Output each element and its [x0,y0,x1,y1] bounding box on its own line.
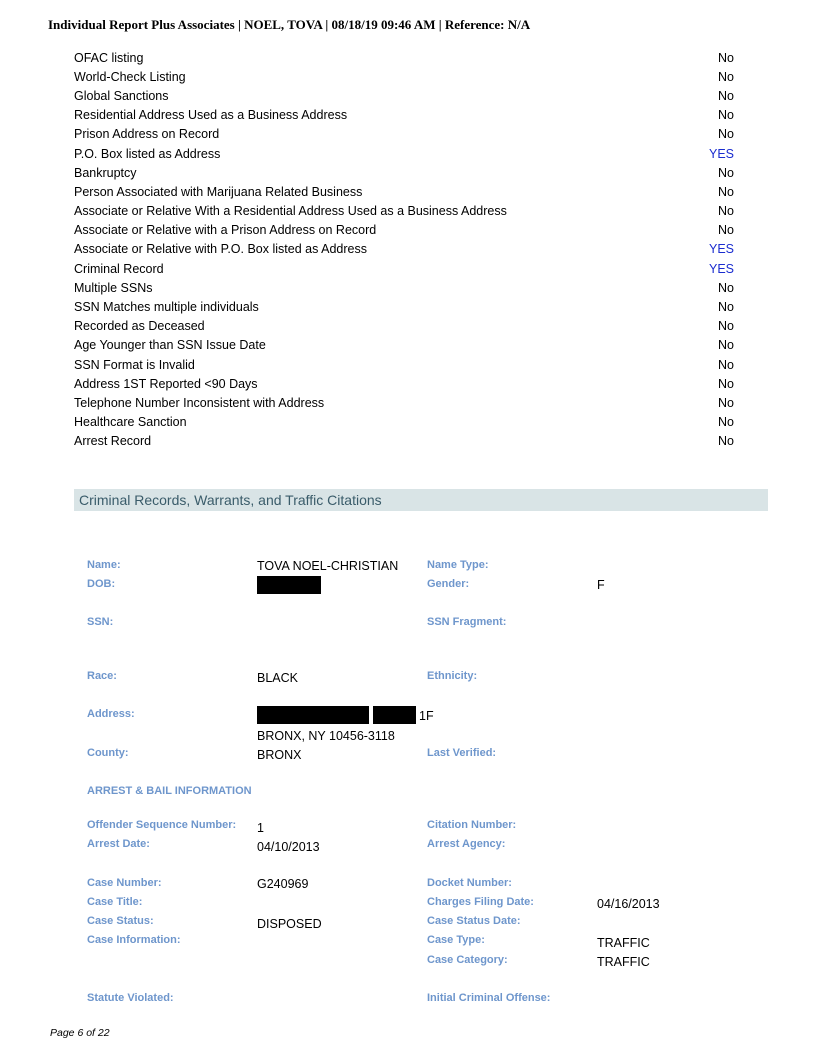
flag-value: No [718,395,734,410]
flag-value: No [718,88,734,103]
flag-value: No [718,223,734,238]
arrest-date-value: 04/10/2013 [257,840,320,854]
flag-label: SSN Format is Invalid [74,357,195,372]
section-criminal-records [74,489,768,511]
flag-row [74,125,734,144]
flag-value: No [718,319,734,334]
offender-sequence-label: Offender Sequence Number: [87,819,237,831]
race-value: BLACK [257,671,298,685]
flag-row [74,432,734,451]
flag-label: Criminal Record [74,261,164,276]
address-unit: 1F [419,709,434,723]
race-label: Race: [87,670,117,682]
flag-value: No [718,127,734,142]
flag-value: YES [708,242,734,257]
dob-redaction [257,576,321,594]
flag-label: Arrest Record [74,434,152,449]
flag-label: Bankruptcy [74,165,137,180]
case-number-label: Case Number: [87,877,162,889]
flag-row [74,67,734,86]
flag-label: Global Sanctions [74,88,169,103]
charges-filing-date-label: Charges Filing Date: [427,896,534,908]
flag-label: OFAC listing [74,50,144,65]
flag-label: Person Associated with Marijuana Related Business [74,184,363,199]
flag-value: No [718,50,734,65]
case-information-label: Case Information: [87,934,181,946]
gender-value: F [597,578,605,592]
flag-value: No [718,69,734,84]
case-category-value: TRAFFIC [597,955,650,969]
flag-row [74,182,734,201]
flag-value: No [718,357,734,372]
flag-value: YES [708,261,734,276]
docket-number-label: Docket Number: [427,877,512,889]
flag-row [74,163,734,182]
county-value: BRONX [257,748,302,762]
flag-value: No [718,280,734,295]
flag-row [74,259,734,278]
dob-label: DOB: [87,578,116,590]
flag-label: Recorded as Deceased [74,319,205,334]
flag-row [74,355,734,374]
case-number-value: G240969 [257,877,309,891]
case-status-label: Case Status: [87,915,154,927]
case-category-label: Case Category: [427,954,508,966]
flag-label: P.O. Box listed as Address [74,146,221,161]
name-type-label: Name Type: [427,559,489,571]
ethnicity-label: Ethnicity: [427,670,478,682]
risk-flags-list [74,48,734,451]
flag-value: No [718,184,734,199]
flag-row [74,202,734,221]
flag-value: No [718,108,734,123]
flag-label: Address 1ST Reported <90 Days [74,376,258,391]
flag-label: World-Check Listing [74,69,186,84]
arrest-date-label: Arrest Date: [87,838,150,850]
flag-row [74,278,734,297]
case-status-value: DISPOSED [257,917,322,931]
name-value: TOVA NOEL-CHRISTIAN [257,559,399,573]
arrest-agency-label: Arrest Agency: [427,838,506,850]
flag-value: YES [708,146,734,161]
flag-row [74,317,734,336]
case-title-label: Case Title: [87,896,143,908]
citation-number-label: Citation Number: [427,819,517,831]
report-header: Individual Report Plus Associates | NOEL, TOVA | 08/18/19 09:46 AM | Reference: N/A [48,17,531,32]
flag-row [74,374,734,393]
flag-row [74,336,734,355]
ssn-fragment-label: SSN Fragment: [427,616,507,628]
offender-sequence-value: 1 [257,821,264,835]
flag-row [74,240,734,259]
initial-criminal-offense-label: Initial Criminal Offense: [427,992,551,1004]
flag-label: Telephone Number Inconsistent with Address [74,395,325,410]
address-redaction-2 [373,706,416,724]
ssn-label: SSN: [87,616,114,628]
address-label: Address: [87,708,135,720]
arrest-bail-heading: ARREST & BAIL INFORMATION [87,785,252,797]
charges-filing-date-value: 04/16/2013 [597,897,660,911]
flag-row [74,413,734,432]
case-type-value: TRAFFIC [597,936,650,950]
address-city: BRONX, NY 10456-3118 [257,729,395,743]
flag-label: Healthcare Sanction [74,415,187,430]
case-type-label: Case Type: [427,934,485,946]
flag-row [74,48,734,67]
statute-violated-label: Statute Violated: [87,992,174,1004]
page-number: Page 6 of 22 [50,1027,110,1039]
county-label: County: [87,747,129,759]
name-label: Name: [87,559,121,571]
flag-row [74,393,734,412]
section-title: Criminal Records, Warrants, and Traffic Citations [79,492,382,508]
flag-row [74,144,734,163]
case-status-date-label: Case Status Date: [427,915,521,927]
flag-value: No [718,338,734,353]
flag-label: Associate or Relative With a Residential Address Used as a Business Address [74,204,507,219]
address-redaction-1 [257,706,369,724]
flag-row [74,106,734,125]
flag-label: Multiple SSNs [74,280,153,295]
flag-row [74,297,734,316]
flag-label: Age Younger than SSN Issue Date [74,338,266,353]
flag-value: No [718,376,734,391]
flag-value: No [718,204,734,219]
flag-label: Associate or Relative with a Prison Address on Record [74,223,377,238]
flag-label: SSN Matches multiple individuals [74,300,259,315]
flag-value: No [718,300,734,315]
flag-label: Residential Address Used as a Business Address [74,108,348,123]
flag-value: No [718,165,734,180]
flag-value: No [718,434,734,449]
flag-label: Prison Address on Record [74,127,220,142]
flag-value: No [718,415,734,430]
flag-label: Associate or Relative with P.O. Box listed as Address [74,242,367,257]
flag-row [74,221,734,240]
flag-row [74,86,734,105]
last-verified-label: Last Verified: [427,747,497,759]
gender-label: Gender: [427,578,470,590]
